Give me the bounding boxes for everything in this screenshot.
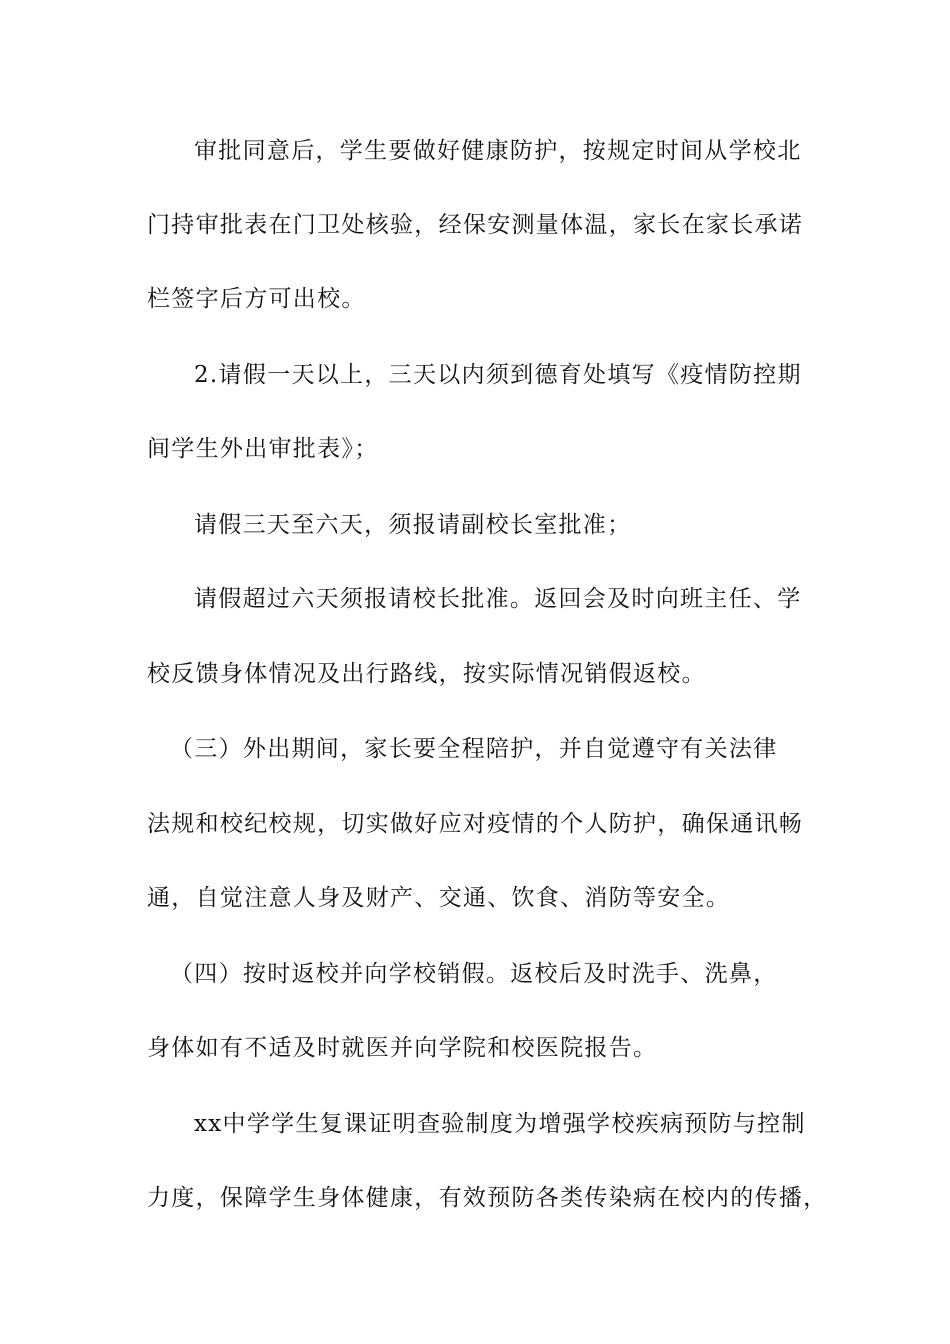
paragraph-line: 门持审批表在门卫处核验，经保安测量体温，家长在家长承诺: [147, 212, 804, 238]
paragraph-line: 通，自觉注意人身及财产、交通、饮食、消防等安全。: [147, 885, 731, 911]
paragraph-line: 间学生外出审批表》；: [147, 436, 379, 462]
paragraph-line: 力度，保障学生身体健康，有效预防各类传染病在校内的传播，: [147, 1185, 828, 1211]
paragraph-line: 身体如有不适及时就医并向学院和校医院报告。: [147, 1035, 658, 1061]
paragraph-line: 校反馈身体情况及出行路线，按实际情况销假返校。: [147, 661, 706, 687]
paragraph-line: （四）按时返校并向学校销假。返校后及时洗手、洗鼻，: [170, 961, 778, 987]
paragraph-line: 请假超过六天须报请校长批准。返回会及时向班主任、学: [194, 586, 802, 612]
paragraph-line: （三）外出期间，家长要全程陪护，并自觉遵守有关法律: [170, 736, 778, 762]
paragraph-line: 审批同意后，学生要做好健康防护，按规定时间从学校北: [194, 138, 802, 164]
paragraph-line: 法规和校纪校规，切实做好应对疫情的个人防护，确保通讯畅: [147, 811, 804, 837]
paragraph-line: 栏签字后方可出校。: [147, 286, 366, 312]
paragraph-line: xx中学学生复课证明查验制度为增强学校疾病预防与控制: [194, 1111, 806, 1137]
paragraph-line: 2.请假一天以上，三天以内须到德育处填写《疫情防控期: [194, 362, 802, 388]
paragraph-line: 请假三天至六天，须报请副校长室批准；: [194, 512, 632, 538]
